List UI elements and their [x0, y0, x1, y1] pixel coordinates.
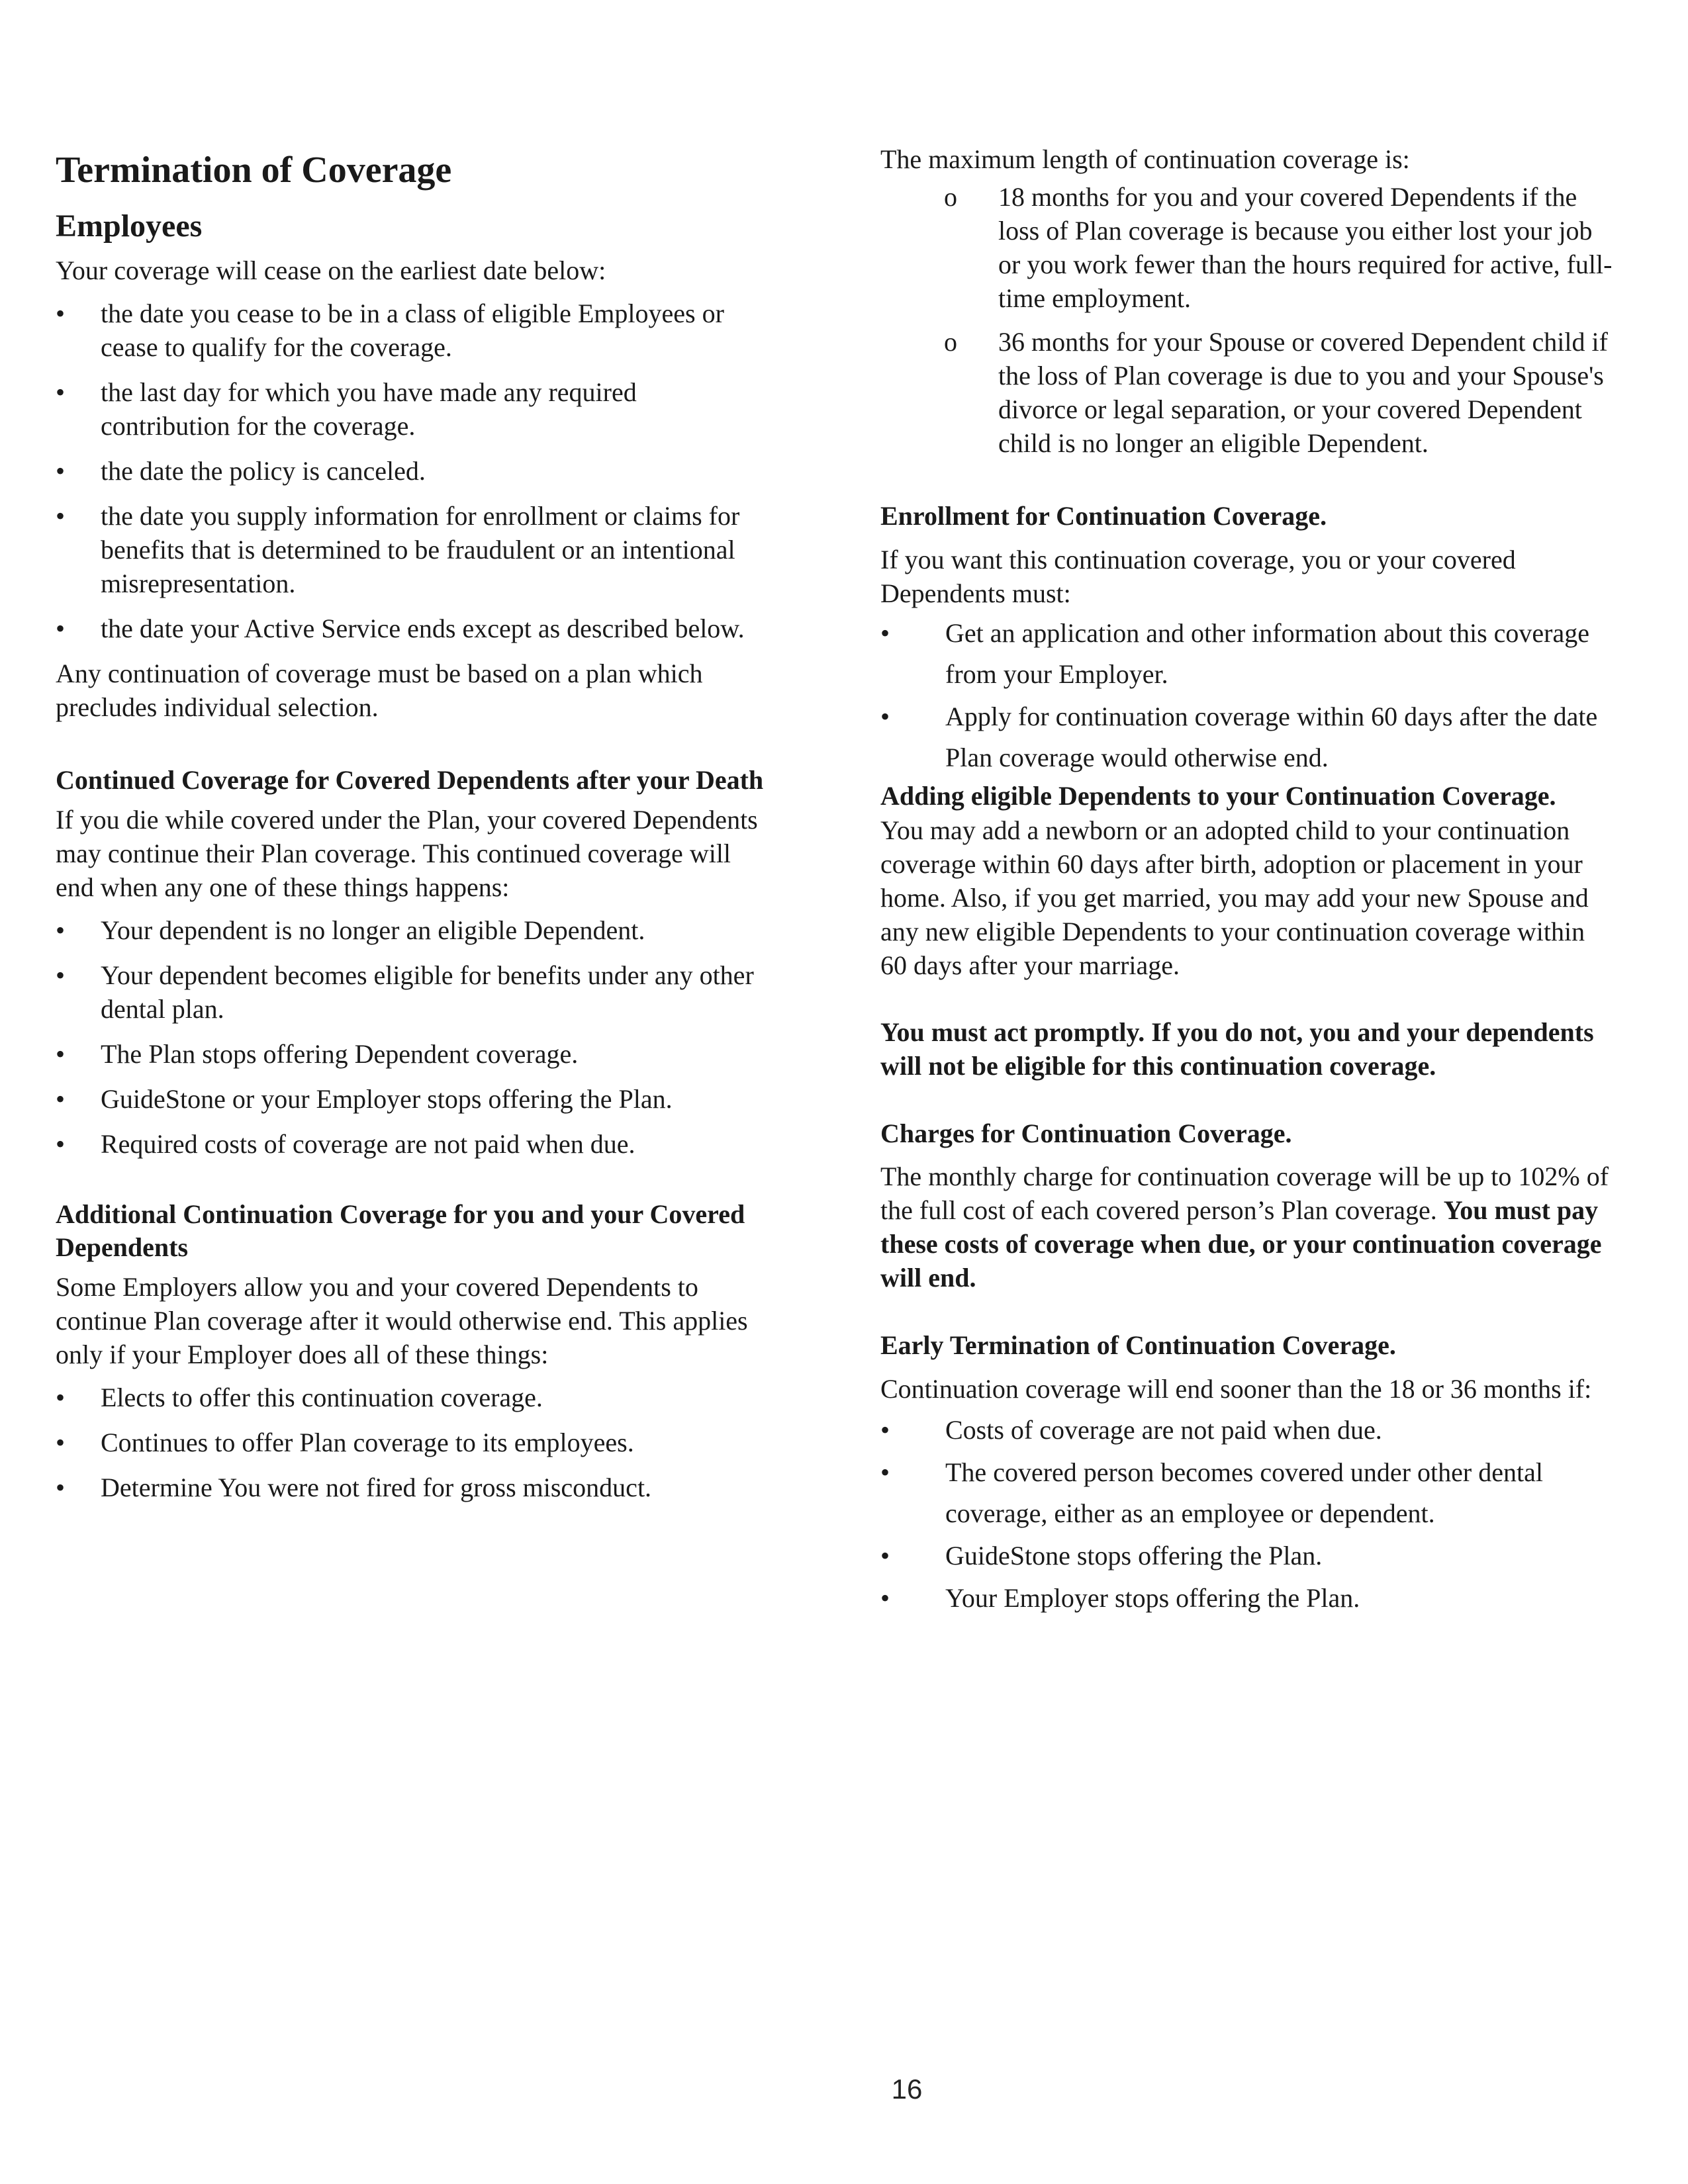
bullet-icon: • [56, 1428, 66, 1458]
bullet-icon: • [56, 455, 66, 486]
death-list [56, 913, 771, 1161]
list-item: o 36 months for your Spouse or covered Dependent child if the loss of Plan coverage is due to you and your Spouse's divorce or legal separation, or your covered Dependent child is no longer an eligible Dependent. [880, 325, 1615, 460]
bullet-icon: • [56, 613, 66, 643]
list-item: • Get an application and other information about this coverage from your Employer. [880, 613, 1615, 695]
bullet-icon: • [56, 915, 66, 945]
list-item: • The covered person becomes covered under other dental coverage, either as an employee or dependent. [880, 1452, 1615, 1534]
list-item: • Apply for continuation coverage within 60 days after the date Plan coverage would otherwise end. [880, 696, 1615, 778]
list-item: • the date you supply information for enrollment or claims for benefits that is determined to be fraudulent or an intentional misrepresentation. [56, 499, 771, 600]
max-length-list [880, 180, 1615, 460]
warning-text: You must act promptly. If you do not, you and your dependents will not be eligible for this continuation coverage. [880, 1017, 1594, 1081]
list-item: • Continues to offer Plan coverage to its employees. [56, 1426, 771, 1459]
employees-closing: Any continuation of coverage must be based on a plan which precludes individual selection. [56, 658, 703, 722]
charges-warning: You must pay these costs of coverage when due, or your continuation coverage will end. [880, 1195, 1602, 1293]
bullet-icon: • [56, 1128, 66, 1159]
bullet-icon: • [56, 1473, 66, 1503]
enrollment-list [880, 613, 1615, 778]
list-item: • Required costs of coverage are not paid when due. [56, 1127, 771, 1161]
list-item: • The Plan stops offering Dependent coverage. [56, 1037, 771, 1071]
employees-intro: Your coverage will cease on the earliest date below: [56, 255, 606, 285]
circle-bullet-icon: o [944, 182, 957, 212]
charges-body: The monthly charge for continuation coverage will be up to 102% of the full cost of each covered person’s Plan coverage. You must pay these costs of coverage when due, or your continuation coverage will end. [880, 1161, 1609, 1293]
charges-heading: Charges for Continuation Coverage. [880, 1118, 1292, 1148]
early-list [880, 1410, 1615, 1619]
additional-heading: Additional Continuation Coverage for you and your Covered Dependents [56, 1199, 745, 1263]
left-column [56, 139, 771, 1516]
bullet-icon: • [56, 377, 66, 407]
list-item: • the last day for which you have made any required contribution for the coverage. [56, 375, 771, 443]
bullet-icon: • [56, 298, 66, 328]
list-item: • Your dependent becomes eligible for benefits under any other dental plan. [56, 958, 771, 1026]
additional-list [56, 1381, 771, 1504]
employees-heading: Employees [56, 208, 203, 244]
bullet-icon: • [56, 1038, 66, 1069]
death-heading: Continued Coverage for Covered Dependents after your Death [56, 764, 764, 795]
bullet-icon: • [56, 500, 66, 531]
list-item: • Costs of coverage are not paid when due. [880, 1410, 1615, 1451]
list-item: o 18 months for you and your covered Dependents if the loss of Plan coverage is because you either lost your job or you work fewer than the hours required for active, full-time employment. [880, 180, 1615, 315]
enrollment-intro: If you want this continuation coverage, you or your covered Dependents must: [880, 544, 1516, 608]
enrollment-heading: Enrollment for Continuation Coverage. [880, 501, 1327, 531]
early-intro: Continuation coverage will end sooner than the 18 or 36 months if: [880, 1374, 1592, 1404]
bullet-icon: • [880, 617, 890, 648]
list-item: • the date the policy is canceled. [56, 454, 771, 488]
circle-bullet-icon: o [944, 327, 957, 357]
list-item: • the date you cease to be in a class of eligible Employees or cease to qualify for the coverage. [56, 296, 771, 364]
death-intro: If you die while covered under the Plan, your covered Dependents may continue their Plan coverage. This continued coverage will end when any one of these things happens: [56, 804, 758, 902]
early-heading: Early Termination of Continuation Coverage. [880, 1330, 1396, 1361]
list-item: • the date your Active Service ends except as described below. [56, 612, 771, 645]
list-item: • Your Employer stops offering the Plan. [880, 1578, 1615, 1619]
adding-heading: Adding eligible Dependents to your Continuation Coverage. [880, 780, 1556, 811]
bullet-icon: • [880, 1457, 890, 1488]
max-length-intro: The maximum length of continuation coverage is: [880, 144, 1410, 174]
bullet-icon: • [56, 1083, 66, 1114]
list-item: • Elects to offer this continuation coverage. [56, 1381, 771, 1414]
employees-list [56, 296, 771, 645]
bullet-icon: • [880, 1415, 890, 1445]
bullet-icon: • [880, 1583, 890, 1614]
list-item: • GuideStone stops offering the Plan. [880, 1535, 1615, 1576]
bullet-icon: • [56, 960, 66, 990]
page-number: 16 [891, 2073, 923, 2105]
additional-intro: Some Employers allow you and your covered Dependents to continue Plan coverage after it would otherwise end. This applies only if your Employer does all of these things: [56, 1272, 748, 1370]
page-title: Termination of Coverage [56, 150, 452, 191]
right-column [880, 142, 1615, 1628]
list-item: • GuideStone or your Employer stops offering the Plan. [56, 1082, 771, 1116]
bullet-icon: • [880, 701, 890, 731]
bullet-icon: • [56, 1383, 66, 1413]
list-item: • Your dependent is no longer an eligible Dependent. [56, 913, 771, 947]
bullet-icon: • [880, 1541, 890, 1571]
adding-body: You may add a newborn or an adopted child to your continuation coverage within 60 days after birth, adoption or placement in your home. Also, if you get married, you may add your new Spouse and any new eligible Dependents to your continuation coverage within 60 days after your marriage. [880, 815, 1589, 980]
list-item: • Determine You were not fired for gross misconduct. [56, 1471, 771, 1504]
